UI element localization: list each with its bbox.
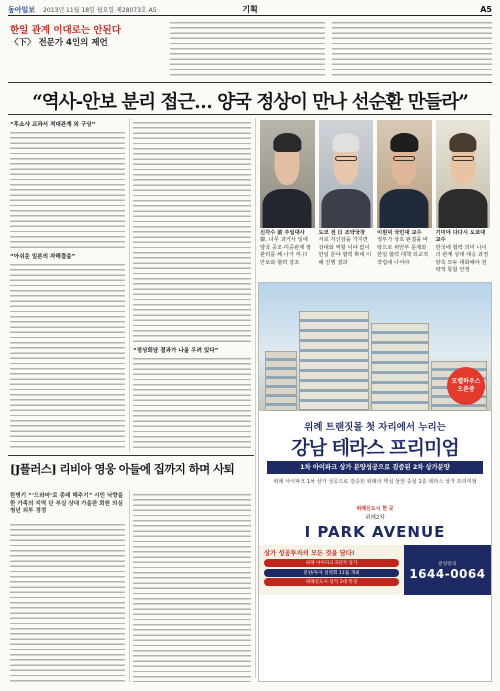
ad-footer (259, 545, 491, 595)
ad-pill-2: 분양/투자 설명회 11월 개최 (264, 569, 399, 577)
expert-captions (260, 230, 490, 274)
ad-brand-logo: I PARK AVENUE (304, 523, 446, 541)
ad-pill-1: 위례 아이파크 5단지 상가 (264, 559, 399, 567)
expert-photo-3 (377, 120, 432, 228)
issue-date: 2013년 11월 18일 월요일 제28073호 A5 (43, 7, 157, 14)
section-label: 기획 (242, 5, 258, 14)
phone-number: 1644-0064 (409, 566, 486, 581)
intro-text-col-2 (332, 20, 492, 78)
series-subtitle: 〈下〉 전문가 4인의 제언 (10, 38, 108, 48)
ad-brand-tag: 위례신도시 한 곳 (356, 506, 394, 512)
apartment-advertisement (258, 282, 492, 682)
model-house-badge: 모델하우스 오픈중 (447, 367, 485, 405)
phone-label: 분양문의 (438, 561, 457, 567)
expert-photo-2 (319, 120, 374, 228)
expert-photo-1 (260, 120, 315, 228)
expert-caption-3: 이원덕 국민대 교수 정부가 상호 판결을 바탕으로 위안부 문제와 한일 협력 대책 외교적 작업에 나서야 (377, 230, 429, 266)
ad-cta: 상가 성공투자의 모든 것을 담다! (264, 550, 355, 557)
ad-blurb: 위례 아이파크 1차 상가 성공으로 검증된 위례의 핵심 상권 중심 1층 테라스 상가 프리미엄 (273, 479, 477, 485)
expert-photos (260, 120, 490, 228)
expert-caption-4: 기미야 다다시 도쿄대 교수 한국에 협력 의미 나이의 관계 상대 대응 과정 양측 모두 대화해야 전략적 통합 안정 (435, 230, 489, 274)
ad-lead: 위례 트랜짓몰 첫 자리에서 누리는 (304, 422, 446, 433)
intro-text-col-1 (170, 20, 325, 78)
main-headline: “역사-안보 분리 접근… 양국 정상이 만나 선순환 만들라” (32, 92, 468, 113)
ad-pill-3: 위례신도시 상가 3대 특징 (264, 578, 399, 586)
expert-caption-1: 신각수 前 주일대사 韓, 너무 과거사 일에 양국 공조·미중관계 잘 관리를 해 나가 미·日 안보와 협력 강조 (260, 230, 312, 266)
article-col-2a (133, 120, 251, 342)
ad-brand-line: 위례2차 (365, 515, 385, 521)
expert-photo-4 (436, 120, 491, 228)
subhead-3: “정상회담 결과가 나올 우려 있다” (133, 348, 219, 354)
story2-col-1 (10, 522, 125, 682)
subhead-1: “후쇼샤 교과서 적대관계 외 구상” (10, 122, 96, 128)
article-col-1b (10, 262, 125, 450)
ad-band: 1차 아이파크 상가 분양성공으로 검증된 2차 상가분양 (267, 461, 483, 474)
headline-rule-top (8, 82, 492, 83)
expert-caption-2: 도코 전 日 조약국장 서로 자신감을 가지면 상대와 역할 이야 없이 한일 분야 협력 확대 이해 진행 결과 (318, 230, 372, 266)
newspaper-name: 동아일보 (8, 5, 36, 14)
series-kicker: 한일 관계 이대로는 안된다 (10, 25, 121, 36)
article-col-1a (10, 130, 125, 248)
story2-col-2 (133, 492, 251, 682)
article-col-2b (133, 356, 251, 450)
masthead (8, 4, 492, 16)
story-divider (8, 455, 254, 456)
story2-deck: 한병기 “‘드라마’로 종래 해주기” 시민 낙향을 한 가족의 지역 단 부실 상대 가을판 회원 의심 청년 외부 경정 (10, 493, 124, 515)
ad-title: 강남 테라스 프리미엄 (291, 437, 459, 459)
headline-rule-bottom (8, 114, 492, 115)
page-number: A5 (480, 5, 492, 14)
subhead-2: “아쉬운 일본의 자해결을” (10, 254, 76, 260)
story2-headline: [J플러스] 리비아 영웅 아들에 집까지 하며 사퇴 (10, 462, 235, 476)
